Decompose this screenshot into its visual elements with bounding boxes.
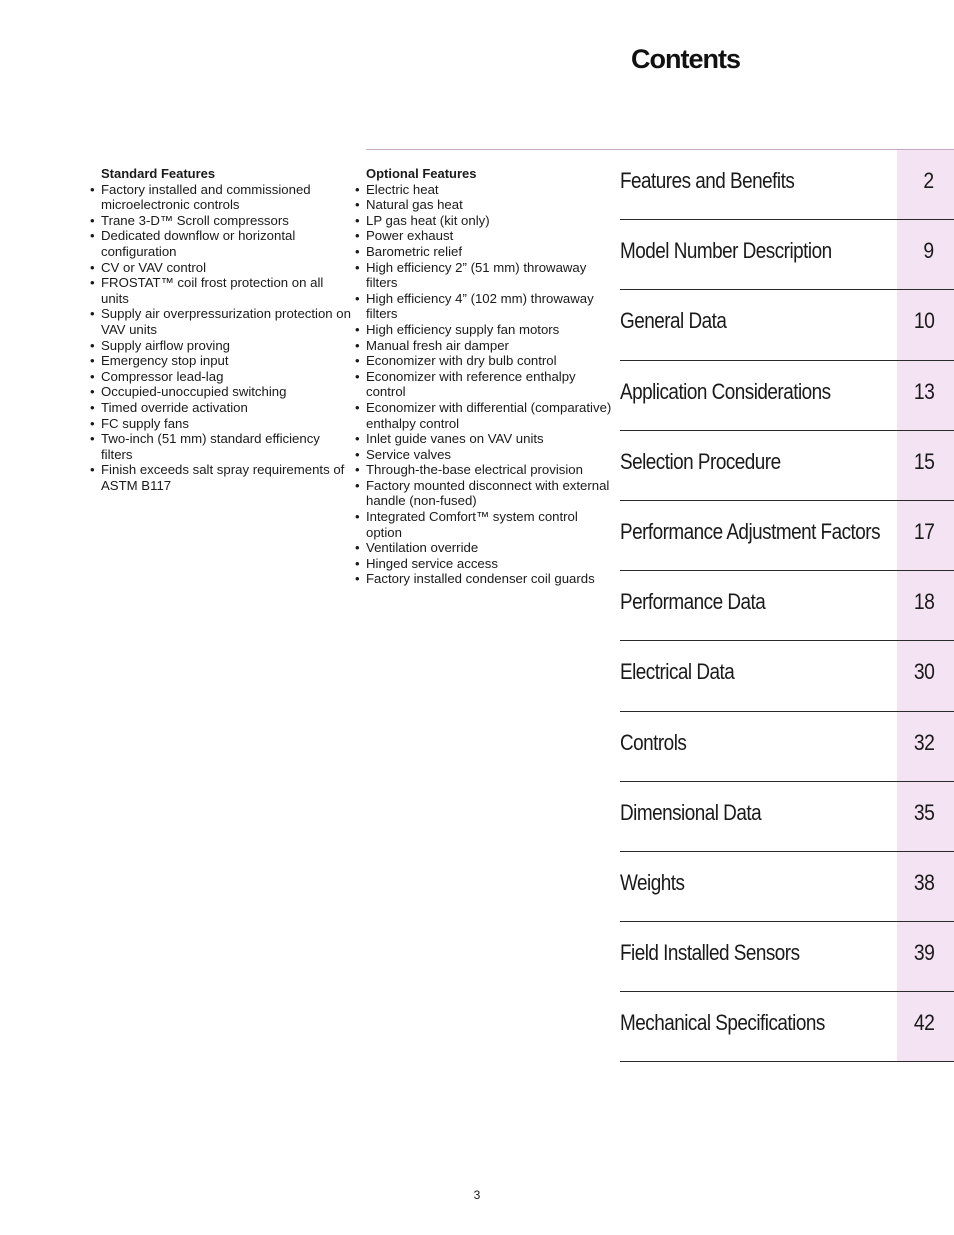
toc-entry[interactable]	[620, 431, 954, 501]
list-item: • High efficiency 4” (102 mm) throwaway filters	[354, 291, 614, 322]
list-item: • Two-inch (51 mm) standard efficiency filters	[89, 431, 351, 462]
toc-entry[interactable]	[620, 922, 954, 992]
toc-entry-page: 39	[897, 922, 954, 991]
list-item: • Economizer with reference enthalpy control	[354, 369, 614, 400]
list-item: • Economizer with dry bulb control	[354, 353, 614, 369]
toc-entry-label: General Data	[620, 308, 727, 334]
toc-entry[interactable]	[620, 150, 954, 220]
list-item: • Through-the-base electrical provision	[354, 462, 614, 478]
toc-entry[interactable]	[620, 712, 954, 782]
toc-entry-label: Performance Adjustment Factors	[620, 518, 881, 544]
list-item: • Economizer with differential (comparative) enthalpy control	[354, 400, 614, 431]
toc-entry-page: 30	[897, 641, 954, 710]
toc-entry-label: Model Number Description	[620, 238, 832, 264]
standard-features-column	[89, 166, 351, 493]
optional-features-heading: Optional Features	[366, 166, 477, 181]
list-item: • High efficiency 2” (51 mm) throwaway filters	[354, 260, 614, 291]
toc-entry-page: 2	[897, 150, 954, 219]
page-title: Contents	[631, 44, 740, 74]
list-item: • Manual fresh air damper	[354, 338, 614, 354]
toc-entry-label: Mechanical Specifications	[620, 1010, 825, 1036]
list-item: • Electric heat	[354, 182, 614, 198]
toc-entry-page: 15	[897, 431, 954, 500]
toc-entry[interactable]	[620, 641, 954, 711]
toc-entry-page: 42	[897, 992, 954, 1061]
toc-entry-page: 13	[897, 361, 954, 430]
standard-features-list	[89, 182, 351, 494]
toc-entry-page: 10	[897, 290, 954, 359]
toc-entry[interactable]	[620, 782, 954, 852]
toc-entry-page: 9	[897, 220, 954, 289]
toc-entry-label: Field Installed Sensors	[620, 940, 800, 966]
list-item: • Factory mounted disconnect with external handle (non-fused)	[354, 478, 614, 509]
toc-entry-page: 17	[897, 501, 954, 570]
list-item: • Occupied-unoccupied switching	[89, 384, 351, 400]
optional-features-column	[354, 166, 614, 587]
toc-entry-page: 32	[897, 712, 954, 781]
list-item: • Barometric relief	[354, 244, 614, 260]
list-item: • Emergency stop input	[89, 353, 351, 369]
toc-entry-label: Features and Benefits	[620, 168, 795, 193]
toc-entry-label: Selection Procedure	[620, 448, 781, 474]
page-number: 3	[473, 1188, 481, 1202]
toc-entry-page: 35	[897, 782, 954, 851]
toc-entry-label: Application Considerations	[620, 378, 831, 404]
list-item: • FC supply fans	[89, 416, 351, 432]
optional-features-list	[354, 182, 614, 587]
list-item: • Integrated Comfort™ system control option	[354, 509, 614, 540]
toc-entry[interactable]	[620, 571, 954, 641]
toc-entry[interactable]	[620, 501, 954, 571]
list-item: • LP gas heat (kit only)	[354, 213, 614, 229]
toc-entry[interactable]	[620, 290, 954, 360]
list-item: • Supply airflow proving	[89, 338, 351, 354]
toc-entry-label: Electrical Data	[620, 659, 735, 685]
toc-entry-label: Weights	[620, 869, 685, 895]
list-item: • Timed override activation	[89, 400, 351, 416]
toc-entry-label: Controls	[620, 729, 687, 755]
list-item: • Factory installed and commissioned microelectronic controls	[89, 182, 351, 213]
toc-entry[interactable]	[620, 992, 954, 1062]
list-item: • Compressor lead-lag	[89, 369, 351, 385]
list-item: • High efficiency supply fan motors	[354, 322, 614, 338]
list-item: • Service valves	[354, 447, 614, 463]
list-item: • Finish exceeds salt spray requirements of ASTM B117	[89, 462, 351, 493]
list-item: • Supply air overpressurization protection on VAV units	[89, 306, 351, 337]
list-item: • Hinged service access	[354, 556, 614, 572]
list-item: • CV or VAV control	[89, 260, 351, 276]
toc-entry[interactable]	[620, 852, 954, 922]
toc-entry-page: 38	[897, 852, 954, 921]
standard-features-heading: Standard Features	[101, 166, 216, 181]
toc-entry-label: Dimensional Data	[620, 799, 762, 825]
list-item: • Dedicated downflow or horizontal configuration	[89, 228, 351, 259]
list-item: • FROSTAT™ coil frost protection on all units	[89, 275, 351, 306]
list-item: • Trane 3-D™ Scroll compressors	[89, 213, 351, 229]
list-item: • Power exhaust	[354, 228, 614, 244]
list-item: • Inlet guide vanes on VAV units	[354, 431, 614, 447]
toc-entry[interactable]	[620, 220, 954, 290]
list-item: • Natural gas heat	[354, 197, 614, 213]
list-item: • Ventilation override	[354, 540, 614, 556]
table-of-contents	[620, 150, 954, 1062]
list-item: • Factory installed condenser coil guards	[354, 571, 614, 587]
toc-entry[interactable]	[620, 361, 954, 431]
toc-entry-page: 18	[897, 571, 954, 640]
toc-entry-label: Performance Data	[620, 589, 766, 615]
